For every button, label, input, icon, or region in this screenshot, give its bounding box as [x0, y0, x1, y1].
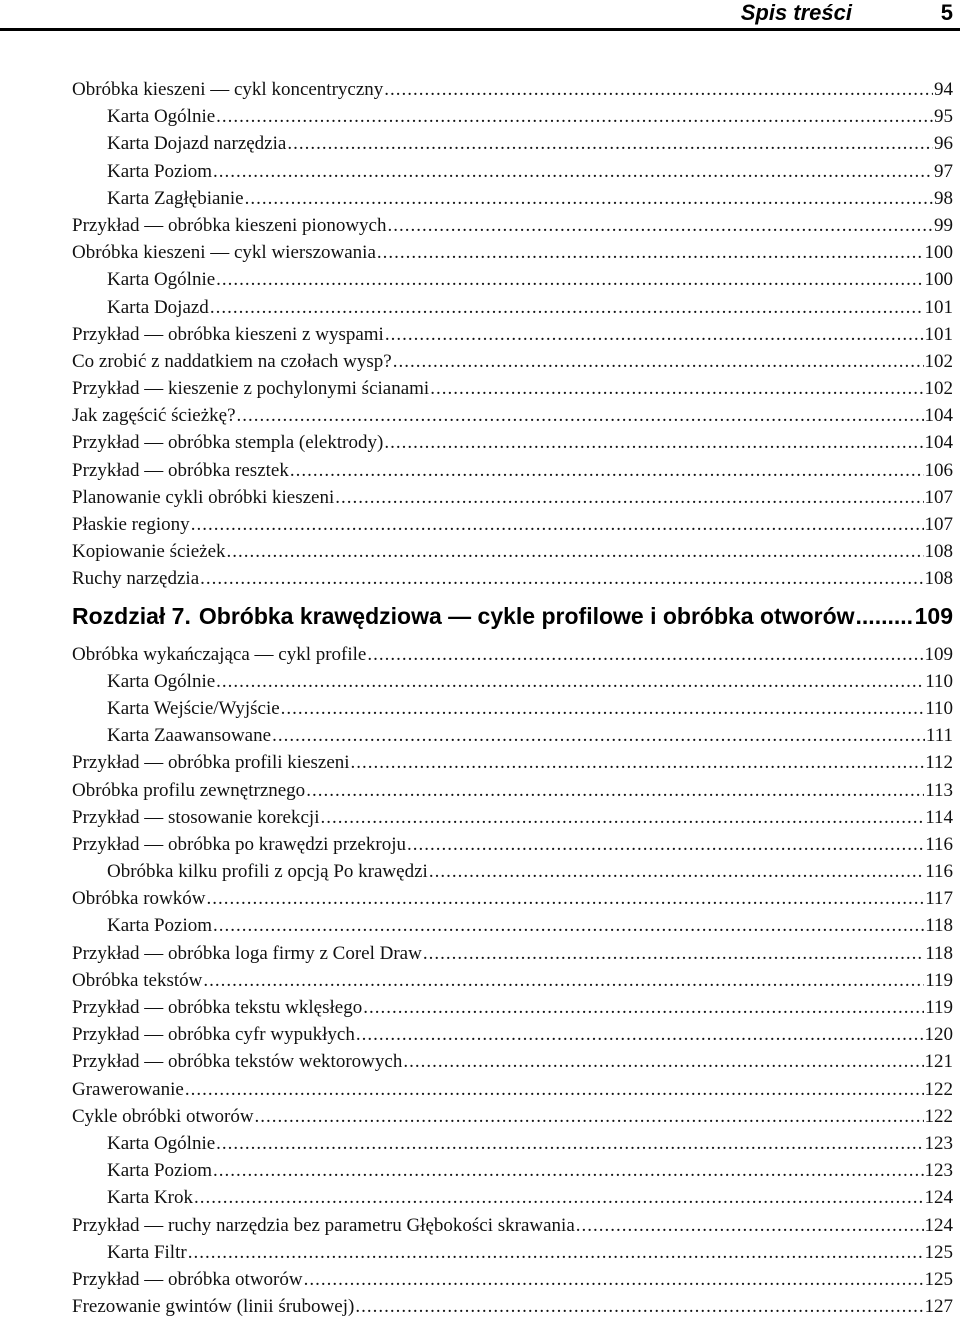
- toc-entry-title: Przykład — obróbka resztek: [72, 459, 289, 481]
- toc-entry-title: Przykład — ruchy narzędzia bez parametru Głębokości skrawania: [72, 1214, 575, 1236]
- toc-entry-title: Karta Poziom: [107, 160, 213, 182]
- toc-entry-page: 94: [934, 79, 953, 100]
- toc-entry[interactable]: [72, 641, 953, 668]
- dot-leader: [355, 1293, 923, 1320]
- dot-leader: [429, 858, 924, 885]
- toc-entry-title: Obróbka rowków: [72, 888, 206, 910]
- toc-entry-title: Przykład — obróbka profili kieszeni: [72, 752, 350, 774]
- toc-entry-title: Karta Ogólnie: [107, 269, 216, 291]
- table-of-contents: [72, 76, 953, 1320]
- toc-entry-title: Co zrobić z naddatkiem na czołach wysp?: [72, 350, 392, 372]
- page-header: [0, 0, 960, 32]
- chapter-label: Rozdział 7.: [72, 602, 191, 629]
- dot-leader: [387, 212, 933, 239]
- toc-entry[interactable]: [72, 239, 953, 266]
- dot-leader: [351, 749, 925, 776]
- toc-entry[interactable]: [72, 831, 953, 858]
- toc-entry[interactable]: [72, 511, 953, 538]
- toc-entry-title: Ruchy narzędzia: [72, 568, 200, 590]
- toc-entry[interactable]: [72, 321, 953, 348]
- toc-entry[interactable]: [72, 804, 953, 831]
- toc-entry[interactable]: [72, 76, 953, 103]
- toc-entry-title: Przykład — obróbka kieszeni pionowych: [72, 214, 387, 236]
- toc-entry[interactable]: [72, 668, 953, 695]
- toc-entry-title: Przykład — obróbka stempla (elektrody): [72, 432, 384, 454]
- toc-entry[interactable]: [72, 1212, 953, 1239]
- toc-entry[interactable]: [72, 402, 953, 429]
- dot-leader: [423, 940, 924, 967]
- toc-entry[interactable]: [72, 940, 953, 967]
- toc-entry-title: Karta Poziom: [107, 915, 213, 937]
- toc-entry[interactable]: [72, 1239, 953, 1266]
- toc-entry[interactable]: [72, 103, 953, 130]
- toc-entry-page: 120: [924, 1024, 953, 1046]
- toc-entry-title: Płaskie regiony: [72, 514, 190, 535]
- toc-entry[interactable]: [72, 695, 953, 722]
- toc-entry-page: 118: [925, 915, 953, 937]
- running-title: Spis treści: [740, 0, 852, 25]
- toc-entry-title: Obróbka kieszeni — cykl koncentryczny: [72, 79, 384, 100]
- toc-entry[interactable]: [72, 375, 953, 402]
- toc-entry[interactable]: [72, 484, 953, 511]
- toc-entry-page: 107: [924, 514, 953, 535]
- dot-leader: [207, 885, 925, 912]
- dot-leader: [191, 511, 924, 538]
- toc-entry-page: 111: [925, 725, 953, 747]
- dot-leader: [430, 375, 923, 402]
- dot-leader: [216, 1130, 923, 1157]
- dot-leader: [203, 967, 924, 994]
- toc-entry-title: Karta Ogólnie: [107, 670, 216, 692]
- toc-entry[interactable]: [72, 749, 953, 776]
- toc-entry-title: Karta Krok: [107, 1187, 193, 1209]
- toc-entry-title: Karta Filtr: [107, 1241, 187, 1263]
- toc-entry-title: Obróbka kilku profili z opcją Po krawędzi: [107, 861, 428, 883]
- dot-leader: [385, 321, 924, 348]
- toc-entry-page: 96: [934, 133, 953, 155]
- toc-entry-page: 118: [925, 942, 953, 964]
- toc-entry[interactable]: [72, 967, 953, 994]
- toc-entry-title: Karta Zagłębianie: [107, 187, 244, 209]
- toc-entry-page: 98: [934, 187, 953, 209]
- dot-leader: [272, 722, 925, 749]
- toc-entry-page: 104: [924, 432, 953, 454]
- toc-entry-page: 122: [924, 1105, 953, 1127]
- toc-entry-page: 99: [934, 214, 953, 236]
- dot-leader: [210, 294, 924, 321]
- toc-entry-title: Kopiowanie ścieżek: [72, 541, 226, 563]
- toc-entry-title: Karta Ogólnie: [107, 1132, 216, 1154]
- toc-entry[interactable]: [72, 1184, 953, 1211]
- toc-entry-page: 101: [924, 296, 953, 318]
- toc-entry-page: 113: [925, 779, 953, 801]
- chapter-page: 109: [914, 602, 953, 629]
- toc-section-continued: [72, 76, 953, 593]
- dot-leader: [213, 1157, 923, 1184]
- dot-leader: [306, 777, 924, 804]
- toc-entry[interactable]: [72, 294, 953, 321]
- dot-leader: [335, 484, 923, 511]
- chapter-title: Obróbka krawędziowa — cykle profilowe i obróbka otworów: [198, 602, 855, 629]
- dot-leader: [320, 804, 924, 831]
- dot-leader: [213, 158, 933, 185]
- dot-leader: [216, 266, 923, 293]
- toc-entry-page: 124: [924, 1214, 953, 1236]
- toc-entry-page: 100: [924, 269, 953, 291]
- toc-entry-page: 121: [924, 1051, 953, 1073]
- toc-entry[interactable]: [72, 1130, 953, 1157]
- toc-entry-page: 116: [925, 861, 953, 883]
- dot-leader: [200, 565, 923, 592]
- toc-entry[interactable]: [72, 1021, 953, 1048]
- page-number: 5: [940, 0, 953, 25]
- toc-entry[interactable]: [72, 130, 953, 157]
- toc-entry-page: 123: [924, 1132, 953, 1154]
- toc-entry[interactable]: [72, 158, 953, 185]
- dot-leader: [227, 538, 924, 565]
- dot-leader: [194, 1184, 924, 1211]
- toc-entry-page: 119: [925, 997, 953, 1018]
- toc-entry-title: Przykład — obróbka cyfr wypukłych: [72, 1024, 355, 1046]
- dot-leader: [393, 348, 924, 375]
- toc-entry-title: Obróbka wykańczająca — cykl profile: [72, 643, 367, 665]
- toc-entry-title: Przykład — stosowanie korekcji: [72, 806, 320, 828]
- dot-leader: [216, 668, 924, 695]
- toc-entry[interactable]: [72, 457, 953, 484]
- dot-leader: [237, 402, 924, 429]
- toc-entry[interactable]: [72, 885, 953, 912]
- toc-entry[interactable]: [72, 266, 953, 293]
- dot-leader: [213, 912, 924, 939]
- toc-entry-title: Planowanie cykli obróbki kieszeni: [72, 486, 335, 508]
- toc-entry-page: 101: [924, 323, 953, 345]
- toc-entry-page: 102: [924, 378, 953, 400]
- toc-entry[interactable]: [72, 858, 953, 885]
- toc-entry[interactable]: [72, 538, 953, 565]
- toc-entry-page: 114: [925, 806, 953, 828]
- toc-entry-page: 100: [924, 242, 953, 264]
- toc-entry[interactable]: [72, 565, 953, 592]
- dot-leader: [363, 994, 924, 1021]
- toc-entry-page: 104: [924, 405, 953, 427]
- toc-entry[interactable]: [72, 1293, 953, 1320]
- dot-leader: [384, 429, 923, 456]
- toc-entry-title: Obróbka tekstów: [72, 969, 203, 991]
- toc-entry-page: 112: [925, 752, 953, 774]
- toc-entry[interactable]: [72, 1266, 953, 1293]
- dot-leader: [356, 1021, 924, 1048]
- toc-entry-title: Przykład — kieszenie z pochylonymi ścianami: [72, 378, 430, 400]
- toc-entry-page: 106: [924, 459, 953, 481]
- toc-entry-title: Obróbka kieszeni — cykl wierszowania: [72, 242, 376, 264]
- toc-entry[interactable]: [72, 777, 953, 804]
- dot-leader: [377, 239, 924, 266]
- header-rule: [0, 28, 960, 31]
- toc-chapter-heading[interactable]: [72, 593, 953, 639]
- toc-entry-page: 116: [925, 833, 953, 855]
- dot-leader: [856, 593, 914, 639]
- toc-entry-page: 102: [924, 350, 953, 372]
- toc-entry-title: Karta Wejście/Wyjście: [107, 697, 280, 719]
- dot-leader: [185, 1076, 924, 1103]
- toc-entry-page: 110: [925, 670, 953, 692]
- toc-entry[interactable]: [72, 1103, 953, 1130]
- toc-entry-title: Przykład — obróbka kieszeni z wyspami: [72, 323, 384, 345]
- toc-entry-title: Obróbka profilu zewnętrznego: [72, 779, 306, 801]
- toc-entry-title: Grawerowanie: [72, 1078, 184, 1100]
- toc-entry[interactable]: [72, 185, 953, 212]
- toc-entry-page: 97: [934, 160, 953, 182]
- toc-section-chapter-7: [72, 641, 953, 1321]
- dot-leader: [384, 76, 933, 103]
- toc-entry-page: 109: [924, 643, 953, 665]
- dot-leader: [188, 1239, 924, 1266]
- toc-entry-title: Karta Dojazd narzędzia: [107, 133, 287, 155]
- toc-entry-page: 108: [924, 568, 953, 590]
- toc-entry-title: Przykład — obróbka po krawędzi przekroju: [72, 833, 406, 855]
- toc-entry-title: Karta Ogólnie: [107, 106, 216, 128]
- toc-entry-page: 127: [924, 1296, 953, 1318]
- toc-entry-title: Karta Zaawansowane: [107, 725, 272, 747]
- toc-entry-page: 124: [924, 1187, 953, 1209]
- dot-leader: [304, 1266, 924, 1293]
- toc-entry-title: Karta Poziom: [107, 1160, 213, 1182]
- dot-leader: [367, 641, 923, 668]
- toc-entry-page: 108: [924, 541, 953, 563]
- toc-entry[interactable]: [72, 1157, 953, 1184]
- toc-entry[interactable]: [72, 912, 953, 939]
- dot-leader: [245, 185, 933, 212]
- toc-entry-page: 119: [925, 969, 953, 991]
- toc-entry-page: 122: [924, 1078, 953, 1100]
- toc-entry-title: Jak zagęścić ścieżkę?: [72, 405, 236, 427]
- toc-entry-page: 95: [934, 106, 953, 128]
- toc-entry-title: Cykle obróbki otworów: [72, 1105, 254, 1127]
- toc-entry[interactable]: [72, 1048, 953, 1075]
- dot-leader: [576, 1212, 924, 1239]
- toc-entry[interactable]: [72, 722, 953, 749]
- toc-entry-page: 107: [924, 486, 953, 508]
- dot-leader: [255, 1103, 924, 1130]
- toc-entry-page: 123: [924, 1160, 953, 1182]
- toc-entry-title: Frezowanie gwintów (linii śrubowej): [72, 1296, 355, 1318]
- toc-entry-title: Karta Dojazd: [107, 296, 209, 318]
- dot-leader: [403, 1048, 923, 1075]
- toc-entry-title: Przykład — obróbka otworów: [72, 1268, 303, 1290]
- toc-entry[interactable]: [72, 1076, 953, 1103]
- toc-entry[interactable]: [72, 212, 953, 239]
- toc-entry-title: Przykład — obróbka tekstu wklęsłego: [72, 997, 363, 1018]
- toc-entry[interactable]: [72, 348, 953, 375]
- toc-entry-page: 110: [925, 697, 953, 719]
- toc-entry[interactable]: [72, 994, 953, 1021]
- toc-entry-title: Przykład — obróbka tekstów wektorowych: [72, 1051, 403, 1073]
- toc-entry-title: Przykład — obróbka loga firmy z Corel Draw: [72, 942, 422, 964]
- toc-entry-page: 125: [924, 1268, 953, 1290]
- toc-entry-page: 117: [925, 888, 953, 910]
- dot-leader: [407, 831, 924, 858]
- dot-leader: [281, 695, 925, 722]
- dot-leader: [287, 130, 933, 157]
- toc-entry[interactable]: [72, 429, 953, 456]
- toc-entry-page: 125: [924, 1241, 953, 1263]
- dot-leader: [290, 457, 924, 484]
- dot-leader: [216, 103, 933, 130]
